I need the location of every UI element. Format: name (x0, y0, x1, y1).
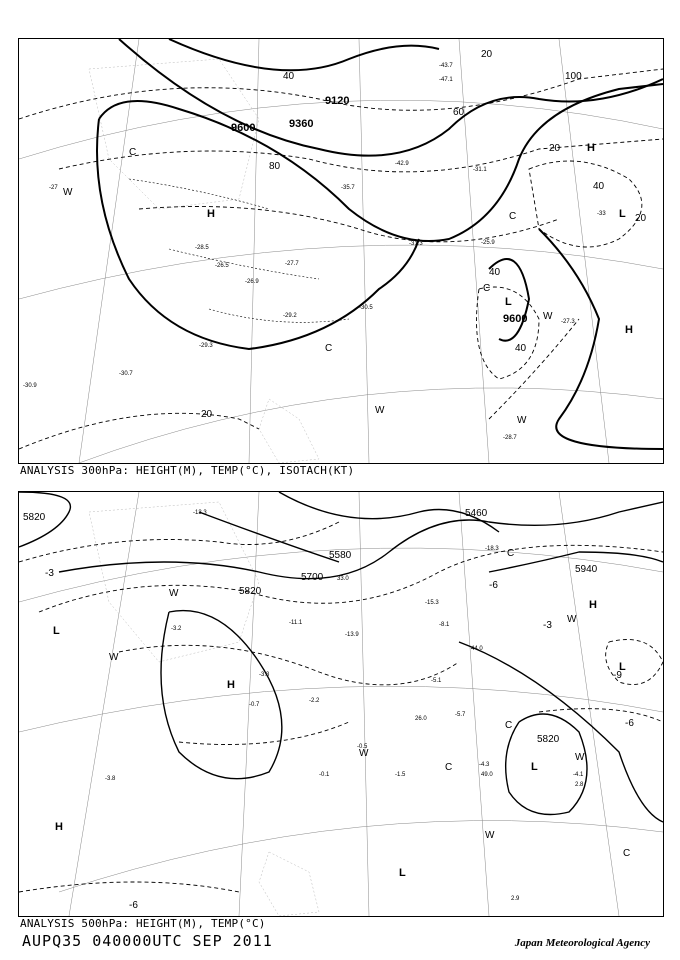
warm-center: W (109, 652, 119, 663)
warm-center: W (575, 752, 585, 763)
station-value: -3.2 (171, 626, 182, 632)
isotach-label: 20 (201, 409, 213, 420)
temp-value: -27 (49, 185, 58, 191)
map-500hpa-panel (18, 491, 664, 917)
high-pressure-center: H (589, 599, 597, 611)
isotach-lines (19, 69, 663, 449)
isotach-label: 100 (565, 71, 582, 82)
height-label: 5580 (329, 550, 352, 561)
low-pressure-center: L (399, 867, 406, 879)
station-value: -2.2 (309, 698, 320, 704)
station-value: -3.3 (259, 672, 270, 678)
height-label: 9120 (325, 95, 350, 107)
warm-center: W (517, 415, 527, 426)
high-pressure-center: H (207, 208, 215, 220)
temp-value: -25.9 (481, 240, 495, 246)
station-value: -13.3 (193, 510, 207, 516)
temp-value: -28.5 (195, 245, 209, 251)
low-pressure-center: L (53, 625, 60, 637)
high-pressure-center: H (55, 821, 63, 833)
map-300hpa-chart (19, 39, 663, 463)
isotach-label: 20 (481, 49, 493, 60)
isotach-label: 40 (593, 181, 605, 192)
warm-center: W (375, 405, 385, 416)
warm-center: W (485, 830, 495, 841)
cold-center: C (509, 211, 517, 222)
station-value: 2.8 (575, 782, 584, 788)
station-value: -0.7 (249, 702, 260, 708)
isotach-label: 40 (489, 267, 501, 278)
warm-center: W (359, 748, 369, 759)
temp-value: -27.3 (561, 319, 575, 325)
isotach-label: 60 (453, 107, 465, 118)
isotach-label: 20 (635, 213, 647, 224)
isotach-label: 40 (515, 343, 527, 354)
cold-center: C (325, 343, 333, 354)
station-value: -4.1 (573, 772, 584, 778)
station-value: 49.0 (481, 772, 493, 778)
high-pressure-center: H (227, 679, 235, 691)
station-value: 33.0 (337, 576, 349, 582)
map-500hpa-chart (19, 492, 663, 916)
isotherm-label: -3 (45, 568, 54, 579)
station-value: 26.0 (415, 716, 427, 722)
temp-value: -29.2 (283, 313, 297, 319)
height-label: 9600 (503, 313, 528, 325)
isotherm-label: -6 (129, 900, 138, 911)
low-pressure-center: L (619, 661, 626, 673)
low-pressure-center: L (531, 761, 538, 773)
isotach-label: 20 (549, 143, 561, 154)
chart-code: AUPQ35 040000UTC SEP 2011 (22, 932, 273, 950)
height-label: 5460 (465, 508, 488, 519)
isotherm-label: -9 (613, 670, 622, 681)
high-pressure-center: H (587, 142, 595, 154)
height-label: 5940 (575, 564, 598, 575)
height-label: 5820 (239, 586, 262, 597)
isotherm-label: -6 (625, 718, 634, 729)
station-value: -5.1 (431, 678, 442, 684)
station-value: 44.0 (471, 646, 483, 652)
temp-value: -26.5 (215, 263, 229, 269)
isotach-label: 40 (283, 71, 295, 82)
panel-caption-500hpa: ANALYSIS 500hPa: HEIGHT(M), TEMP(°C) (20, 917, 266, 930)
warm-center: W (169, 588, 179, 599)
temp-value: -33 (597, 211, 606, 217)
station-value: -3.8 (105, 776, 116, 782)
station-value: -11.1 (289, 620, 303, 626)
cold-center: C (445, 762, 453, 773)
temp-value: -31.1 (473, 167, 487, 173)
height-label: 5700 (301, 572, 324, 583)
map-300hpa-panel (18, 38, 664, 464)
cold-center: C (129, 147, 137, 158)
temp-value: -27.7 (285, 261, 299, 267)
station-value: -0.1 (319, 772, 330, 778)
station-value: -13.9 (345, 632, 359, 638)
station-value: -8.1 (439, 622, 450, 628)
height-label: 5820 (23, 512, 46, 523)
station-value: -0.5 (357, 744, 368, 750)
cold-center: C (505, 720, 513, 731)
warm-center: W (63, 187, 73, 198)
temp-value: -30.5 (359, 305, 373, 311)
station-value: 2.9 (511, 896, 520, 902)
isotherm-label: -3 (543, 620, 552, 631)
isotherm-label: -6 (489, 580, 498, 591)
warm-center: W (567, 614, 577, 625)
temp-value: -35.7 (341, 185, 355, 191)
warm-center: C (507, 548, 515, 559)
cold-center: C (623, 848, 631, 859)
station-value: -18.3 (485, 546, 499, 552)
temp-value: -28.7 (503, 435, 517, 441)
height-label: 5820 (537, 734, 560, 745)
temp-value: -47.1 (439, 77, 453, 83)
station-value: -4.3 (479, 762, 490, 768)
station-value: -1.5 (395, 772, 406, 778)
low-pressure-center: L (505, 296, 512, 308)
temp-value: -30.7 (119, 371, 133, 377)
temp-value: -43.7 (439, 63, 453, 69)
temp-value: -26.9 (245, 279, 259, 285)
station-value: -5.7 (455, 712, 466, 718)
isotach-label: 80 (269, 161, 281, 172)
panel-caption-300hpa: ANALYSIS 300hPa: HEIGHT(M), TEMP(°C), ISOTACH(KT) (20, 464, 355, 477)
temp-value: -29.3 (199, 343, 213, 349)
temperature-dashes (129, 179, 349, 322)
warm-center: W (543, 311, 553, 322)
height-label: 9360 (289, 118, 314, 130)
temp-value: -31.3 (409, 241, 423, 247)
high-pressure-center: H (625, 324, 633, 336)
cold-center: C (483, 283, 491, 294)
station-value: -15.3 (425, 600, 439, 606)
temp-value: -30.9 (23, 383, 37, 389)
temp-value: -42.9 (395, 161, 409, 167)
agency-credit: Japan Meteorological Agency (514, 937, 650, 949)
low-pressure-center: L (619, 208, 626, 220)
height-label: 9600 (231, 122, 256, 134)
